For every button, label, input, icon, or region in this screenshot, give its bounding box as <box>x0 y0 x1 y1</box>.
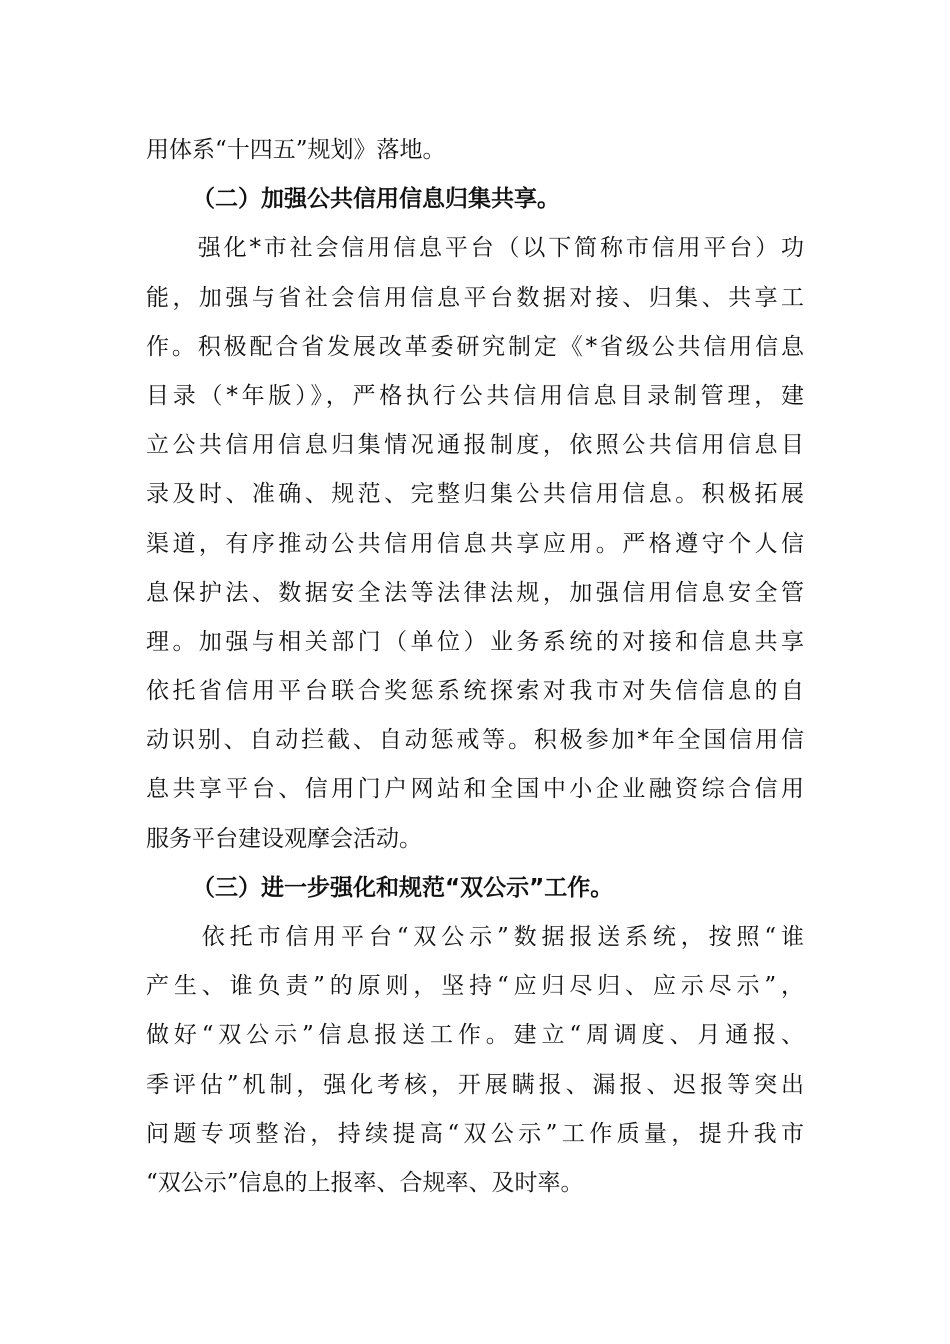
paragraph-line: 作。积极配合省发展改革委研究制定《*省级公共信用信息 <box>146 333 804 360</box>
paragraph-line: 依托省信用平台联合奖惩系统探索对我市对失信信息的自 <box>146 678 804 705</box>
paragraph-line: 目录（*年版）》，严格执行公共信用信息目录制管理，建 <box>146 382 804 409</box>
section-heading-3: （三）进一步强化和规范“双公示”工作。 <box>192 874 614 901</box>
paragraph-line: 产生、谁负责”的原则，坚持“应归尽归、应示尽示”， <box>146 973 804 1000</box>
paragraph-line: 问题专项整治，持续提高“双公示”工作质量，提升我市 <box>146 1120 804 1147</box>
paragraph-line: 立公共信用信息归集情况通报制度，依照公共信用信息目 <box>146 432 804 459</box>
paragraph-line: 能，加强与省社会信用信息平台数据对接、归集、共享工 <box>146 284 804 311</box>
paragraph-line: “双公示”信息的上报率、合规率、及时率。 <box>146 1169 584 1196</box>
paragraph-line: 季评估”机制，强化考核，开展瞒报、漏报、迟报等突出 <box>146 1071 804 1098</box>
paragraph-line: 服务平台建设观摩会活动。 <box>146 825 422 852</box>
paragraph-line: 做好“双公示”信息报送工作。建立“周调度、月通报、 <box>146 1022 804 1049</box>
paragraph-line: 录及时、准确、规范、完整归集公共信用信息。积极拓展 <box>146 481 804 508</box>
paragraph-line: 强化*市社会信用信息平台（以下简称市信用平台）功 <box>146 235 804 262</box>
section-heading-2: （二）加强公共信用信息归集共享。 <box>192 186 560 213</box>
paragraph-line: 用体系“十四五”规划》落地。 <box>146 137 446 163</box>
paragraph-line: 渠道，有序推动公共信用信息共享应用。严格遵守个人信 <box>146 530 804 557</box>
paragraph-line: 息共享平台、信用门户网站和全国中小企业融资综合信用 <box>146 776 804 803</box>
paragraph-line: 动识别、自动拦截、自动惩戒等。积极参加*年全国信用信 <box>146 727 804 754</box>
paragraph-line: 依托市信用平台“双公示”数据报送系统，按照“谁 <box>146 924 804 950</box>
paragraph-line: 息保护法、数据安全法等法律法规，加强信用信息安全管 <box>146 579 804 606</box>
document-body <box>146 126 804 1208</box>
paragraph-line: 理。加强与相关部门（单位）业务系统的对接和信息共享 <box>146 628 804 655</box>
